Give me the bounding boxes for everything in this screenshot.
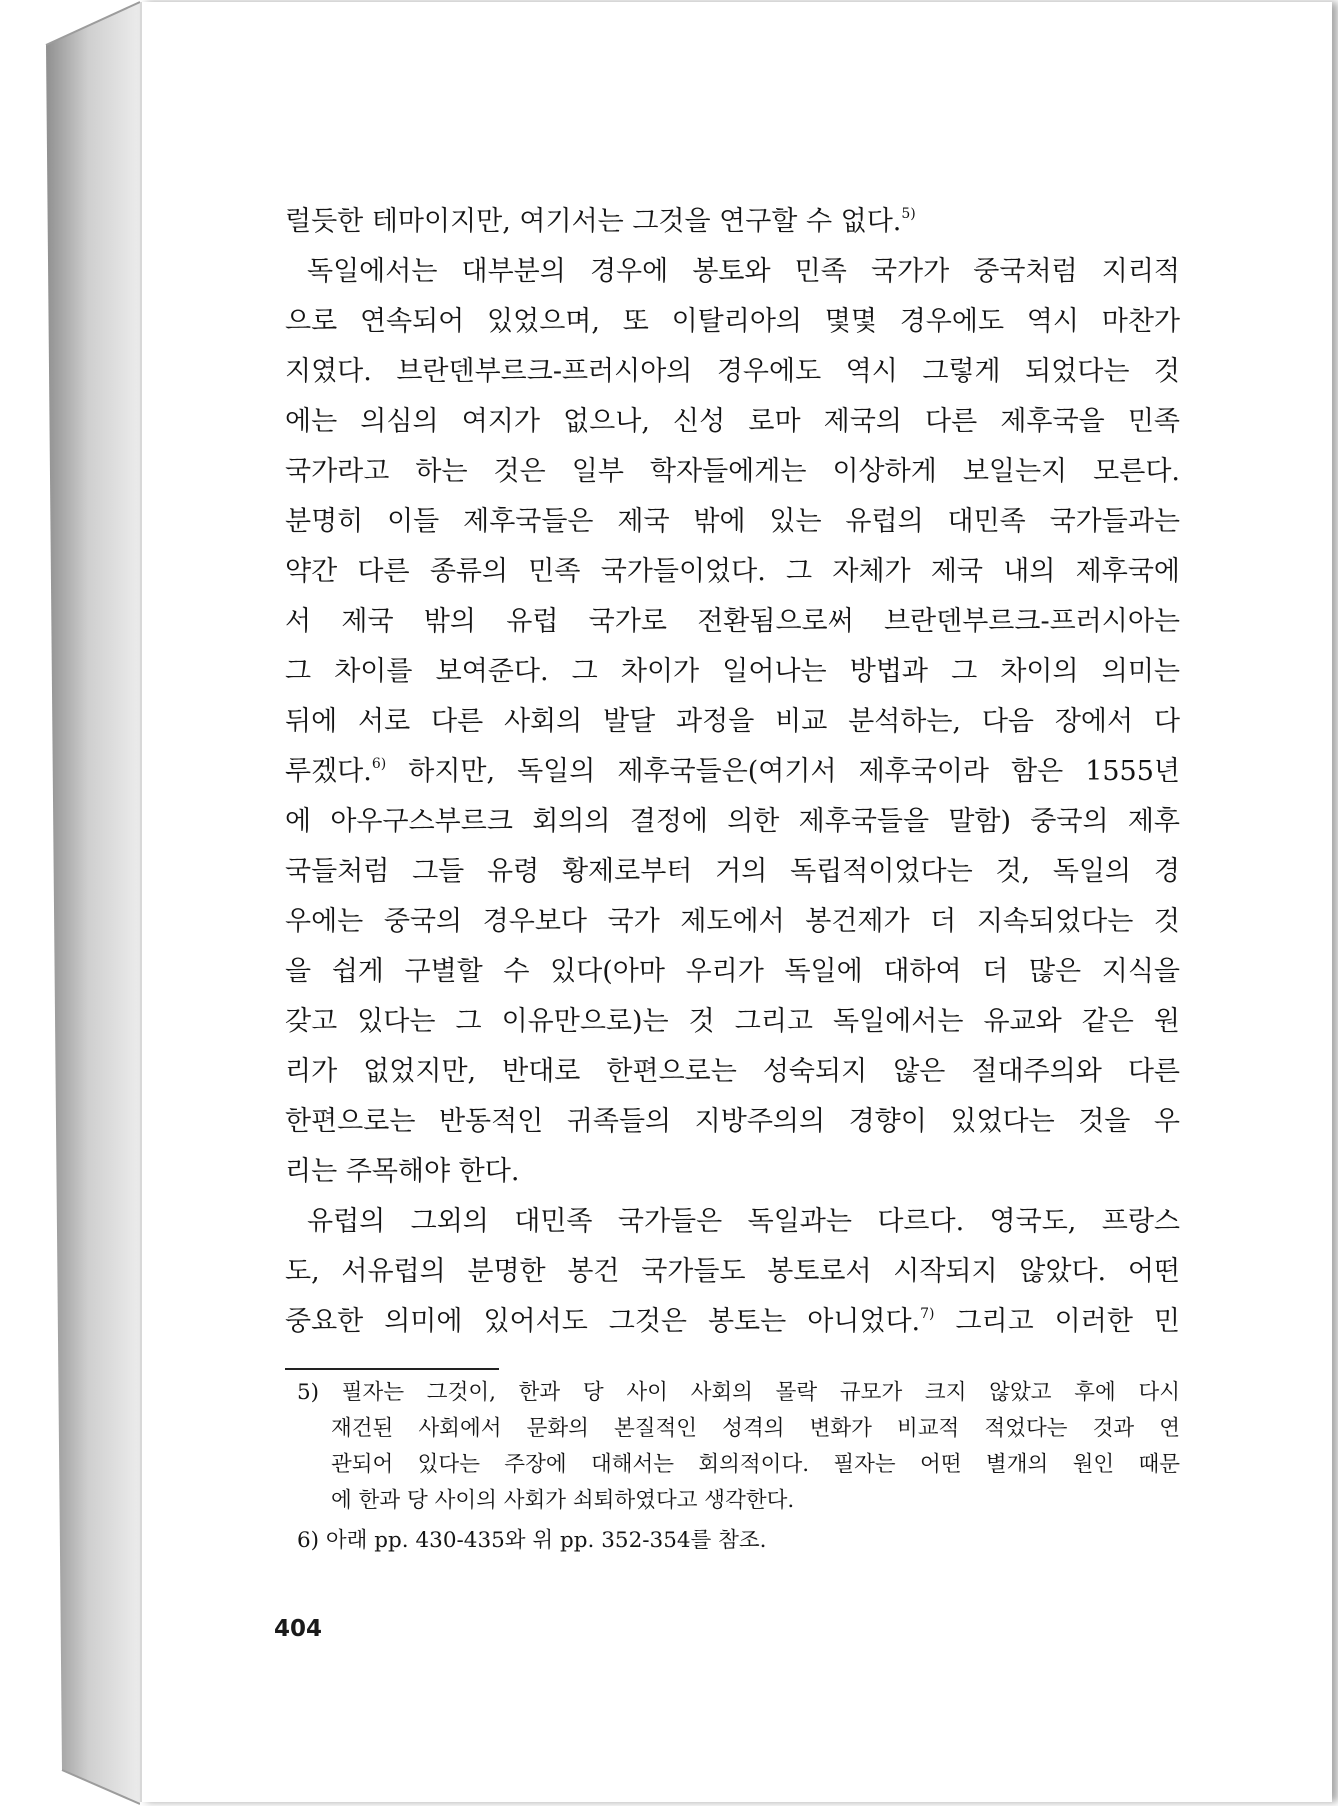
text-line: 을 쉽게 구별할 수 있다(아마 우리가 독일에 대하여 더 많은 지식을 (285, 956, 1180, 987)
text-line: 서 제국 밖의 유럽 국가로 전환됨으로써 브란덴부르크-프러시아는 (285, 606, 1180, 637)
text-line: 분명히 이들 제후국들은 제국 밖에 있는 유럽의 대민족 국가들과는 (285, 506, 1180, 537)
footnote-ref[interactable]: 5) (901, 206, 916, 222)
text-line: 으로 연속되어 있었으며, 또 이탈리아의 몇몇 경우에도 역시 마찬가 (285, 306, 1180, 337)
book-spine (0, 0, 140, 1806)
text-line: 뒤에 서로 다른 사회의 발달 과정을 비교 분석하는, 다음 장에서 다 (285, 706, 1180, 737)
text-line: 리는 주목해야 한다. (285, 1156, 520, 1187)
footnote-line: 관되어 있다는 주장에 대해서는 회의적이다. 필자는 어떤 별개의 원인 때문 (331, 1452, 1180, 1477)
footnote-line: 에 한과 당 사이의 사회가 쇠퇴하였다고 생각한다. (331, 1488, 795, 1513)
footnote-line: 5) 필자는 그것이, 한과 당 사이 사회의 몰락 규모가 크지 않았고 후에 다시 (297, 1380, 1180, 1405)
text-line: 국들처럼 그들 유령 황제로부터 거의 독립적이었다는 것, 독일의 경 (285, 856, 1180, 887)
text-line: 에는 의심의 여지가 없으나, 신성 로마 제국의 다른 제후국을 민족 (285, 406, 1180, 437)
text-line: 도, 서유럽의 분명한 봉건 국가들도 봉토로서 시작되지 않았다. 어떤 (285, 1256, 1180, 1287)
footnote-line: 6) 아래 pp. 430-435와 위 pp. 352-354를 참조. (297, 1528, 767, 1553)
text-line: 루겠다.$^{6)}$ 하지만, 독일의 제후국들은(여기서 제후국이라 함은 1555년 (285, 756, 1180, 787)
text-line: 지였다. 브란덴부르크-프러시아의 경우에도 역시 그렇게 되었다는 것 (285, 356, 1180, 387)
footnote-divider (285, 1368, 499, 1370)
footnote-ref[interactable]: 7) (920, 1306, 935, 1322)
text-line: 그 차이를 보여준다. 그 차이가 일어나는 방법과 그 차이의 의미는 (285, 656, 1180, 687)
text-line: 유럽의 그외의 대민족 국가들은 독일과는 다르다. 영국도, 프랑스 (307, 1206, 1180, 1237)
footnote-ref[interactable]: 6) (371, 756, 387, 772)
text-line: 럴듯한 테마이지만, 여기서는 그것을 연구할 수 없다.$^{5)}$ (285, 206, 916, 237)
text-line: 국가라고 하는 것은 일부 학자들에게는 이상하게 보일는지 모른다. (285, 456, 1180, 487)
text-line: 독일에서는 대부분의 경우에 봉토와 민족 국가가 중국처럼 지리적 (307, 256, 1180, 287)
text-line: 한편으로는 반동적인 귀족들의 지방주의의 경향이 있었다는 것을 우 (285, 1106, 1180, 1137)
page-number: 404 (274, 1616, 323, 1642)
text-line: 약간 다른 종류의 민족 국가들이었다. 그 자체가 제국 내의 제후국에 (285, 556, 1180, 587)
text-line: 에 아우구스부르크 회의의 결정에 의한 제후국들을 말함) 중국의 제후 (285, 806, 1180, 837)
text-line: 우에는 중국의 경우보다 국가 제도에서 봉건제가 더 지속되었다는 것 (285, 906, 1180, 937)
text-line: 갖고 있다는 그 이유만으로)는 것 그리고 독일에서는 유교와 같은 원 (285, 1006, 1180, 1037)
text-line: 리가 없었지만, 반대로 한편으로는 성숙되지 않은 절대주의와 다른 (285, 1056, 1180, 1087)
text-line: 중요한 의미에 있어서도 그것은 봉토는 아니었다.$^{7)}$ 그리고 이러한 민 (285, 1306, 1180, 1337)
footnote-line: 재건된 사회에서 문화의 본질적인 성격의 변화가 비교적 적었다는 것과 연 (331, 1416, 1180, 1441)
book-page (140, 2, 1332, 1802)
